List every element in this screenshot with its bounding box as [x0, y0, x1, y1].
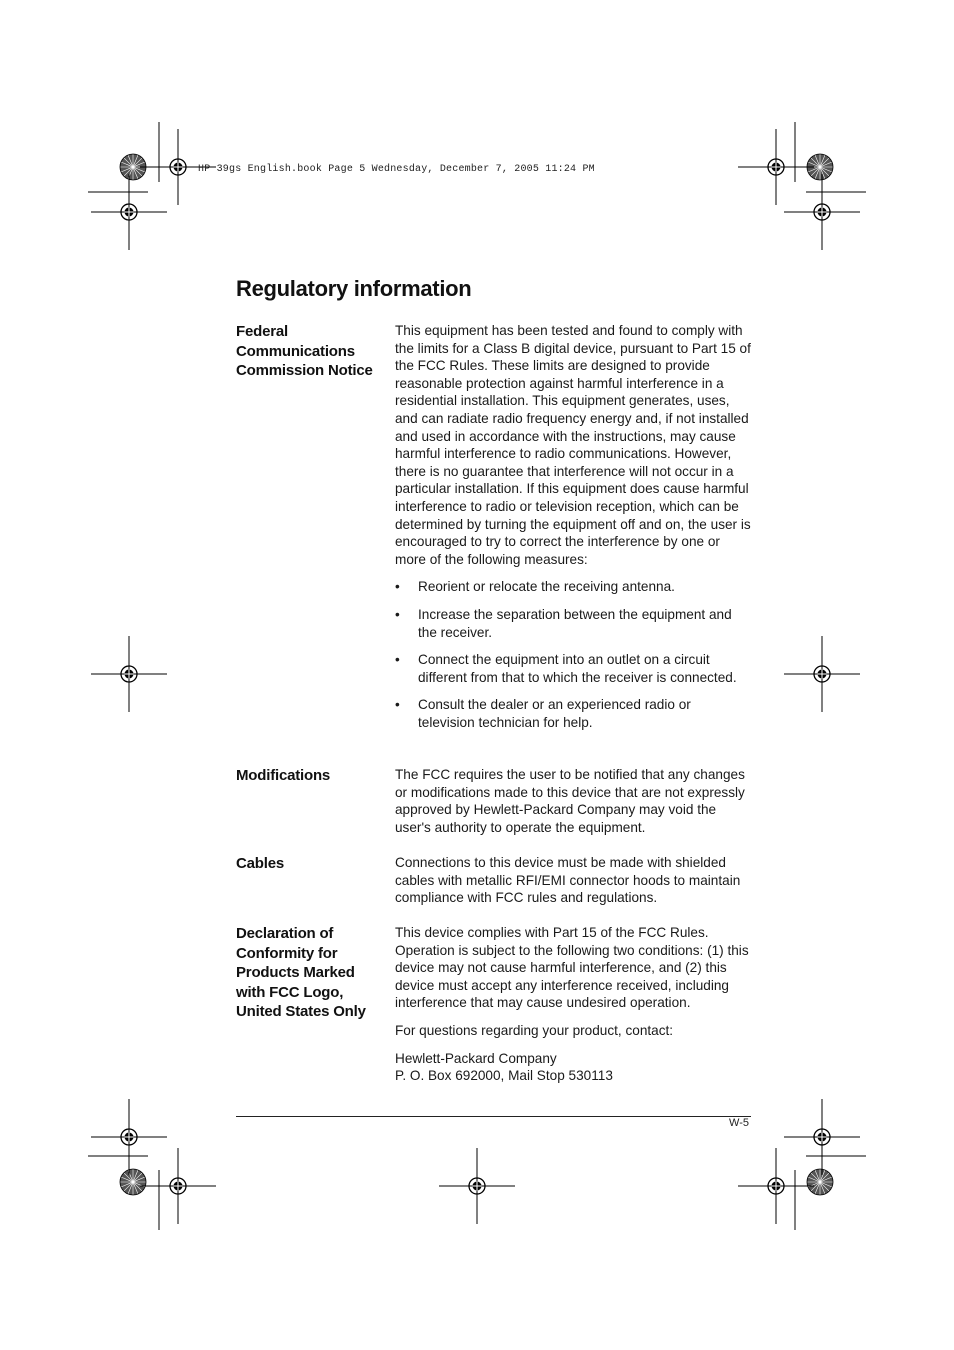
fcc-heading: Federal Communications Commission Notice: [236, 323, 373, 379]
list-item-text: Connect the equipment into an outlet on a circuit different from that to which the receiver is connected.: [418, 652, 737, 685]
list-item: [395, 606, 751, 641]
address-line-box: P. O. Box 692000, Mail Stop 530113: [395, 1068, 613, 1084]
cables-heading: Cables: [236, 855, 284, 872]
fcc-body: [395, 322, 751, 741]
print-header-line: HP 39gs English.book Page 5 Wednesday, December 7, 2005 11:24 PM: [198, 164, 595, 175]
bullet-icon: •: [395, 697, 400, 713]
list-item: [395, 651, 751, 686]
contact-paragraph: For questions regarding your product, contact:: [395, 1022, 674, 1038]
bullet-icon: •: [395, 579, 400, 595]
modifications-heading: Modifications: [236, 767, 331, 784]
list-item-text: Increase the separation between the equipment and the receiver.: [418, 606, 732, 640]
cables-body: [395, 854, 751, 917]
declaration-paragraph: This device complies with Part 15 of the FCC Rules. Operation is subject to the following two conditions: (1) this device may not cause harmful interference, and (2) this device must accept any interference received, including interference that may cause undesired operation.: [395, 925, 749, 1011]
page-number: W-5: [729, 1117, 749, 1129]
bullet-icon: •: [395, 652, 400, 668]
address-line-company: Hewlett-Packard Company: [395, 1050, 557, 1066]
modifications-body: [395, 766, 751, 846]
footer-divider: [236, 1116, 751, 1117]
fcc-measures-list: [395, 578, 751, 731]
page-title: Regulatory information: [236, 276, 472, 301]
declaration-heading: Declaration of Conformity for Products Marked with FCC Logo, United States Only: [236, 925, 366, 1020]
bullet-icon: •: [395, 606, 400, 622]
address-block: [395, 1050, 751, 1085]
list-item-text: Consult the dealer or an experienced radio or television technician for help.: [418, 697, 691, 730]
list-item: [395, 578, 751, 596]
list-item-text: Reorient or relocate the receiving antenna.: [418, 579, 675, 595]
list-item: [395, 696, 751, 731]
fcc-paragraph: This equipment has been tested and found to comply with the limits for a Class B digital device, pursuant to Part 15 of the FCC Rules. These limits are designed to provide reasonable protection against harmful interference in a residential installation. This equipment generates, uses, and can radiate radio frequency energy and, if not installed and used in accordance with the instructions, may cause harmful interference to radio communications. However, there is no guarantee that interference will not occur in a particular installation. If this equipment does cause harmful interference to radio or television reception, which can be determined by turning the equipment off and on, the user is encouraged to try to correct the interference by one or more of the following measures:: [395, 323, 751, 567]
modifications-paragraph: The FCC requires the user to be notified that any changes or modifications made to this device that are not expressly approved by Hewlett-Packard Company may void the user's authority to operate the equipment.: [395, 767, 745, 835]
declaration-body: [395, 924, 751, 1085]
cables-paragraph: Connections to this device must be made with shielded cables with metallic RFI/EMI connector hoods to maintain compliance with FCC rules and regulations.: [395, 855, 741, 906]
